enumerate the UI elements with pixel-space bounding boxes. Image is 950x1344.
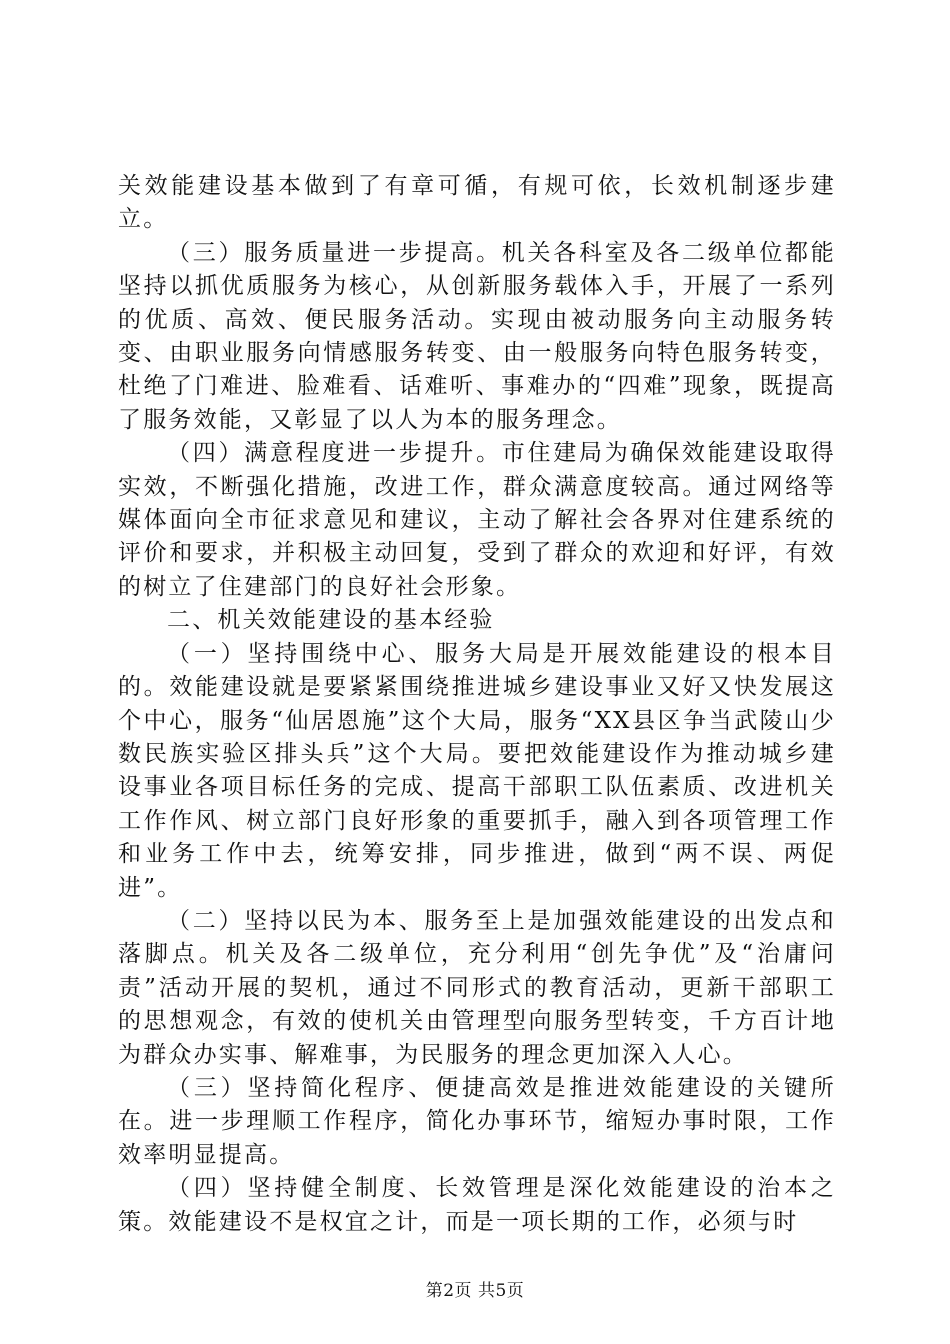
- paragraph-satisfaction: （四）满意程度进一步提升。市住建局为确保效能建设取得实效，不断强化措施，改进工作，群众满意度较高。通过网络等媒体面向全市征求意见和建议，主动了解社会各界对住建系统的评价和要求，并积极主动回复，受到了群众的欢迎和好评，有效的树立了住建部门的良好社会形象。: [118, 440, 836, 600]
- paragraph-experience-two: （二）坚持以民为本、服务至上是加强效能建设的出发点和落脚点。机关及各二级单位，充分利用“创先争优”及“治庸问责”活动开展的契机，通过不同形式的教育活动，更新干部职工的思想观念，有效的使机关由管理型向服务型转变，千方百计地为群众办实事、解难事，为民服务的理念更加深入人心。: [118, 907, 836, 1068]
- paragraph-service-quality: （三）服务质量进一步提高。机关各科室及各二级单位都能坚持以抓优质服务为核心，从创新服务载体入手，开展了一系列的优质、高效、便民服务活动。实现由被动服务向主动服务转变、由职业服务向情感服务转变、由一般服务向特色服务转变，杜绝了门难进、脸难看、话难听、事难办的“四难”现象，既提高了服务效能，又彰显了以人为本的服务理念。: [118, 239, 836, 433]
- paragraph-experience-four: （四）坚持健全制度、长效管理是深化效能建设的治本之策。效能建设不是权宜之计，而是一项长期的工作，必须与时: [118, 1175, 836, 1235]
- page-number-footer: 第2页 共5页: [425, 1281, 525, 1301]
- document-body: [118, 170, 836, 1239]
- section-heading-experience: 二、机关效能建设的基本经验: [167, 607, 495, 634]
- paragraph-experience-three: （三）坚持简化程序、便捷高效是推进效能建设的关键所在。进一步理顺工作程序，简化办事环节，缩短办事时限，工作效率明显提高。: [118, 1074, 836, 1168]
- paragraph-experience-one: （一）坚持围绕中心、服务大局是开展效能建设的根本目的。效能建设就是要紧紧围绕推进城乡建设事业又好又快发展这个中心，服务“仙居恩施”这个大局，服务“XX县区争当武陵山少数民族实验区排头兵”这个大局。要把效能建设作为推动城乡建设事业各项目标任务的完成、提高干部职工队伍素质、改进机关工作作风、树立部门良好形象的重要抓手，融入到各项管理工作和业务工作中去，统筹安排，同步推进，做到“两不误、两促进”。: [118, 640, 836, 901]
- paragraph-continuation: 关效能建设基本做到了有章可循，有规可依，长效机制逐步建立。: [118, 173, 836, 233]
